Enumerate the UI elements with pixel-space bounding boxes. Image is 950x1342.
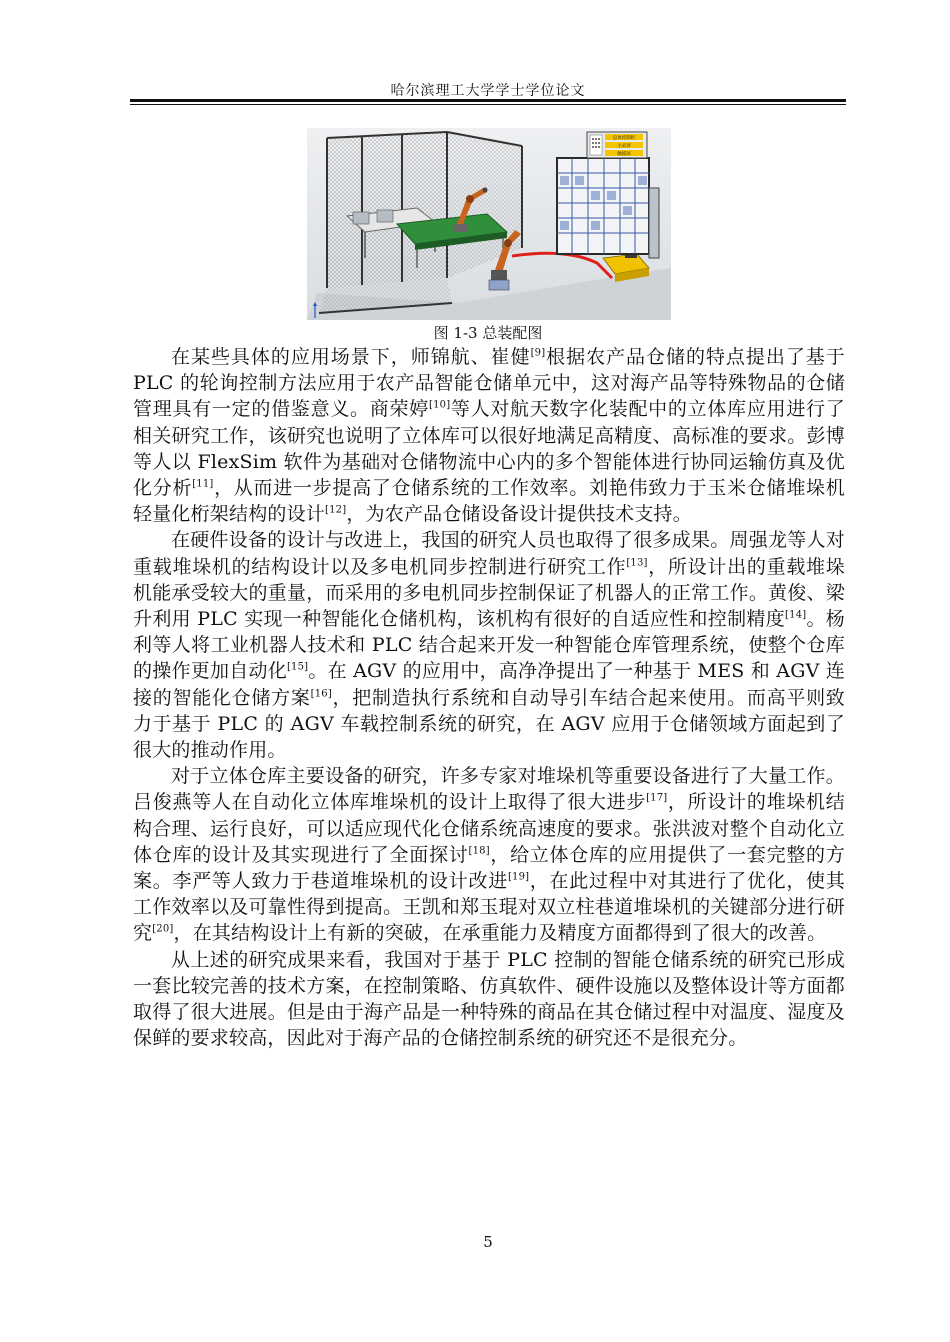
storage-rack	[557, 158, 659, 258]
text-run: 在某些具体的应用场景下，师锦航、崔健	[171, 346, 531, 368]
text-run: 对于立体仓库主要设备的研究，许多专家对堆垛机等重要设备进行了大量工作。吕俊燕等人在自动化立体库堆垛机的设计上取得了很大进步	[133, 765, 845, 814]
citation-ref: [20]	[152, 924, 174, 936]
citation-ref: [17]	[646, 793, 668, 805]
citation-ref: [15]	[286, 662, 309, 674]
control-cabinet	[587, 132, 647, 158]
citation-ref: [19]	[507, 871, 530, 883]
citation-ref: [18]	[468, 845, 490, 857]
text-run: ，为农产品仓储设备设计提供技术支持。	[346, 503, 692, 526]
assembly-figure	[307, 128, 671, 320]
page-header: 哈尔滨理工大学学士学位论文	[390, 83, 586, 99]
text-run: ，在此过程中对其进行了优化，使其工作效率以及可靠性得到提高。王凯和郑玉琨对双立柱巷道堆垛机的关键部分进行研究	[133, 870, 845, 945]
citation-ref: [14]	[785, 609, 807, 621]
citation-ref: [9]	[530, 347, 546, 359]
citation-ref: [13]	[626, 557, 648, 569]
panel-label-2: 主站屏	[617, 144, 631, 149]
text-run: 。在 AGV 的应用中，高净净提出了一种基于 MES 和 AGV 连接的智能化仓储方案	[133, 660, 845, 709]
header-rule-thick	[130, 99, 846, 102]
text-run: 从上述的研究成果来看，我国对于基于 PLC 控制的智能仓储系统的研究已形成一套比较完善的技术方案，在控制策略、仿真软件、硬件设施以及整体设计等方面都取得了很大进展。但是由于海产品是一种特殊的商品在其仓储过程中对温度、湿度及保鲜的要求较高，因此对于海产品的仓储控制系统的研究还不是很充分。	[133, 948, 845, 1050]
header-rule-thin	[130, 104, 846, 105]
body-text	[133, 344, 845, 1051]
text-run: ，所设计的堆垛机结构合理、运行良好，可以适应现代化仓储系统高速度的要求。张洪波对整个自动化立体仓库的设计及其实现进行了全面探讨	[133, 791, 845, 866]
citation-ref: [11]	[192, 478, 214, 490]
paragraph	[133, 763, 845, 946]
figure-caption: 图 1-3 总装配图	[433, 324, 543, 342]
text-run: 。杨利等人将工业机器人技术和 PLC 结合起来开发一种智能仓库管理系统，使整个仓库的操作更加自动化	[133, 608, 845, 683]
text-run: ，把制造执行系统和自动导引车结合起来使用。而高平则致力于基于 PLC 的 AGV 车载控制系统的研究，在 AGV 应用于仓储领域方面起到了很大的推动作用。	[133, 686, 845, 762]
text-run: 根据农产品仓储的特点提出了基于 PLC 的轮询控制方法应用于农产品智能仓储单元中，这对海产品等特殊物品的仓储管理具有一定的借鉴意义。商荣婷	[133, 346, 845, 421]
paragraph	[133, 344, 845, 527]
text-run: ，从而进一步提高了仓储系统的工作效率。刘艳伟致力于玉米仓储堆垛机轻量化桁架结构的设计	[133, 477, 845, 526]
page-number: 5	[483, 1233, 493, 1251]
paragraph	[133, 947, 845, 1052]
citation-ref: [10]	[429, 400, 451, 412]
text-run: ，在其结构设计上有新的突破，在承重能力及精度方面都得到了很大的改善。	[173, 922, 827, 945]
citation-ref: [16]	[310, 688, 332, 700]
panel-label-3: 触摸屏	[617, 152, 631, 157]
panel-label-1: 总体控制柜	[612, 136, 636, 141]
text-run: ，给立体仓库的应用提供了一套完整的方案。李严等人致力于巷道堆垛机的设计改进	[133, 843, 845, 893]
text-run: ，所设计出的重载堆垛机能承受较大的重量，而采用的多电机同步控制保证了机器人的正常工作。黄俊、梁升利用 PLC 实现一种智能化仓储机构，该机构有很好的自适应性和控制精度	[133, 555, 845, 631]
text-run: 等人对航天数字化装配中的立体库应用进行了相关研究工作，该研究也说明了立体库可以很好地满足高精度、高标准的要求。彭博等人以 FlexSim 软件为基础对仓储物流中心内的多个智能体进行协同运输仿真及优化分析	[133, 398, 845, 500]
text-run: 在硬件设备的设计与改进上，我国的研究人员也取得了很多成果。周强龙等人对重载堆垛机的结构设计以及多电机同步控制进行研究工作	[133, 529, 845, 578]
citation-ref: [12]	[325, 504, 347, 516]
paragraph	[133, 527, 845, 763]
